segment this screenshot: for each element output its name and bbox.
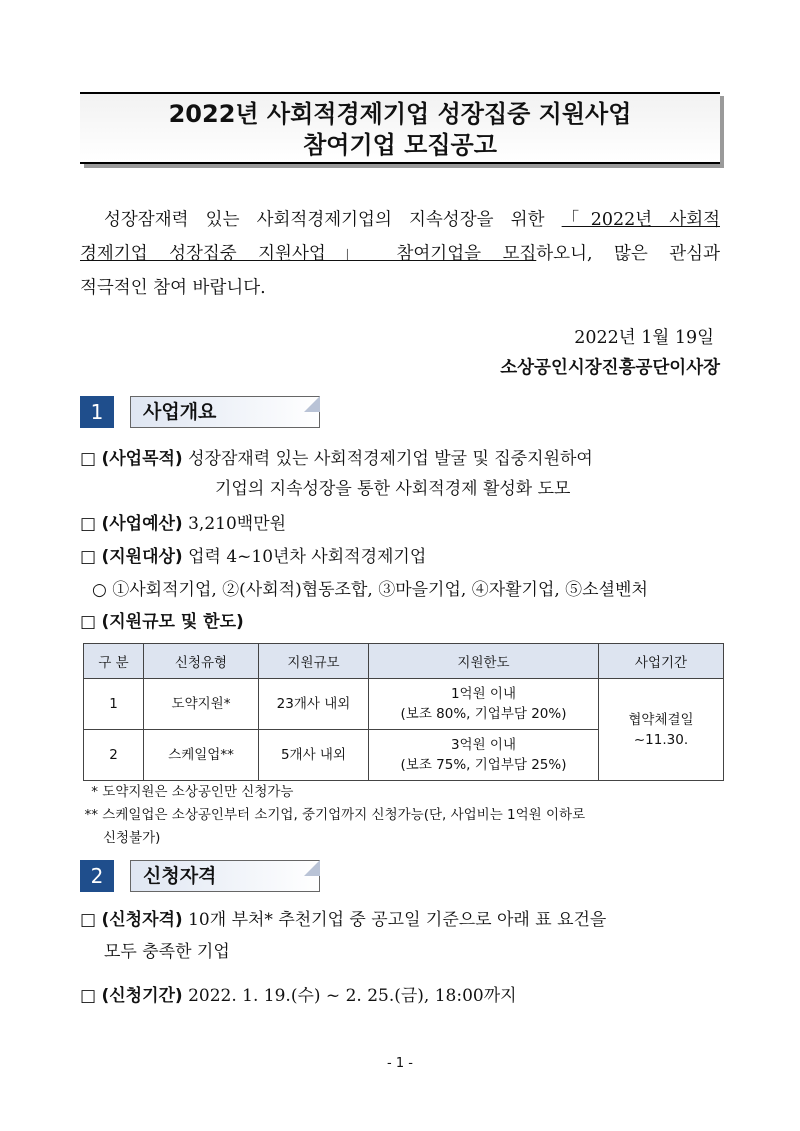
table-cell-no: 1 — [84, 679, 144, 730]
limit-ratio: (보조 80%, 기업부담 20%) — [400, 706, 567, 722]
table-header-cell: 사업기간 — [599, 644, 724, 679]
qualification-text-continued: 모두 충족한 기업 — [104, 942, 230, 962]
document-title-box — [80, 92, 720, 164]
budget-value: 3,210백만원 — [188, 514, 287, 534]
section-2-number: 2 — [80, 860, 114, 892]
budget-item — [80, 509, 286, 539]
purpose-text: 성장잠재력 있는 사회적경제기업 발굴 및 집중지원하여 — [188, 449, 593, 469]
note-1-mark: * — [91, 784, 98, 800]
checkbox-bullet-icon: □ — [80, 910, 97, 930]
intro-text: 하오니, 많은 관심과 — [536, 244, 720, 264]
table-header-cell: 지원규모 — [259, 644, 369, 679]
document-title-line1: 2022년 사회적경제기업 성장집중 지원사업 — [168, 100, 632, 128]
announcement-signer: 소상공인시장진흥공단이사장 — [500, 358, 720, 378]
budget-label: (사업예산) — [101, 514, 183, 534]
document-title-line2: 참여기업 모집공고 — [303, 131, 497, 159]
table-cell-limit — [369, 730, 599, 781]
table-cell-scale: 5개사 내외 — [259, 730, 369, 781]
intro-underlined-text: 「2022년 사회적 — [561, 210, 720, 230]
table-cell-type: 도약지원* — [144, 679, 259, 730]
table-header-cell: 신청유형 — [144, 644, 259, 679]
section-2-fold-icon — [304, 860, 320, 876]
checkbox-bullet-icon: □ — [80, 986, 97, 1006]
target-subitem — [92, 575, 648, 605]
checkbox-bullet-icon: □ — [80, 547, 97, 567]
table-cell-no: 2 — [84, 730, 144, 781]
qualification-label: (신청자격) — [101, 910, 183, 930]
intro-line-1 — [80, 203, 720, 237]
qualification-text: 10개 부처* 추천기업 중 공고일 기준으로 아래 표 요건을 — [188, 910, 607, 930]
note-1 — [80, 782, 293, 802]
intro-paragraph — [80, 203, 720, 305]
target-value: 업력 4~10년차 사회적경제기업 — [188, 547, 427, 567]
intro-line-3: 적극적인 참여 바랍니다. — [80, 278, 266, 298]
circle-bullet-icon: ○ — [92, 580, 107, 600]
purpose-label: (사업목적) — [101, 449, 183, 469]
table-cell-scale: 23개사 내외 — [259, 679, 369, 730]
section-1-title: 사업개요 — [130, 396, 320, 428]
section-1-fold-icon — [304, 396, 320, 412]
note-2-continued: 신청불가) — [103, 830, 161, 846]
application-period-item — [80, 981, 517, 1011]
table-cell-period — [599, 679, 724, 781]
limit-amount: 1억원 이내 — [450, 686, 517, 702]
table-cell-limit — [369, 679, 599, 730]
intro-underlined-text: 경제기업 성장집중 지원사업」 참여기업을 모집 — [80, 244, 537, 264]
scale-item — [80, 607, 244, 637]
announcement-date: 2022년 1월 19일 — [574, 328, 714, 348]
note-2-mark: ** — [84, 807, 98, 823]
qualification-item — [80, 905, 606, 935]
period-start: 협약체결일 — [628, 711, 694, 728]
support-table — [83, 643, 724, 781]
table-header-row — [84, 644, 724, 679]
checkbox-bullet-icon: □ — [80, 449, 97, 469]
note-1-text: 도약지원은 소상공인만 신청가능 — [102, 784, 294, 800]
note-2 — [80, 805, 585, 825]
period-end: ~11.30. — [633, 731, 689, 748]
application-period-label: (신청기간) — [101, 986, 183, 1006]
section-1-number: 1 — [80, 396, 114, 428]
page-number: - 1 - — [387, 1056, 413, 1071]
application-period-value: 2022. 1. 19.(수) ~ 2. 25.(금), 18:00까지 — [188, 986, 517, 1006]
note-2-text: 스케일업은 소상공인부터 소기업, 중기업까지 신청가능(단, 사업비는 1억원 이하로 — [102, 807, 586, 823]
limit-ratio: (보조 75%, 기업부담 25%) — [400, 757, 567, 773]
intro-line-2 — [80, 237, 720, 271]
checkbox-bullet-icon: □ — [80, 514, 97, 534]
table-header-cell: 지원한도 — [369, 644, 599, 679]
table-cell-type: 스케일업** — [144, 730, 259, 781]
checkbox-bullet-icon: □ — [80, 612, 97, 632]
purpose-item — [80, 444, 593, 474]
section-2-title: 신청자격 — [130, 860, 320, 892]
scale-label: (지원규모 및 한도) — [101, 612, 244, 632]
table-row — [84, 679, 724, 730]
target-label: (지원대상) — [101, 547, 183, 567]
purpose-text-continued: 기업의 지속성장을 통한 사회적경제 활성화 도모 — [215, 479, 571, 499]
limit-amount: 3억원 이내 — [450, 737, 517, 753]
intro-text: 성장잠재력 있는 사회적경제기업의 지속성장을 위한 — [104, 210, 562, 230]
target-item — [80, 542, 426, 572]
table-header-cell: 구 분 — [84, 644, 144, 679]
target-types: ①사회적기업, ②(사회적)협동조합, ③마을기업, ④자활기업, ⑤소셜벤처 — [112, 580, 648, 600]
